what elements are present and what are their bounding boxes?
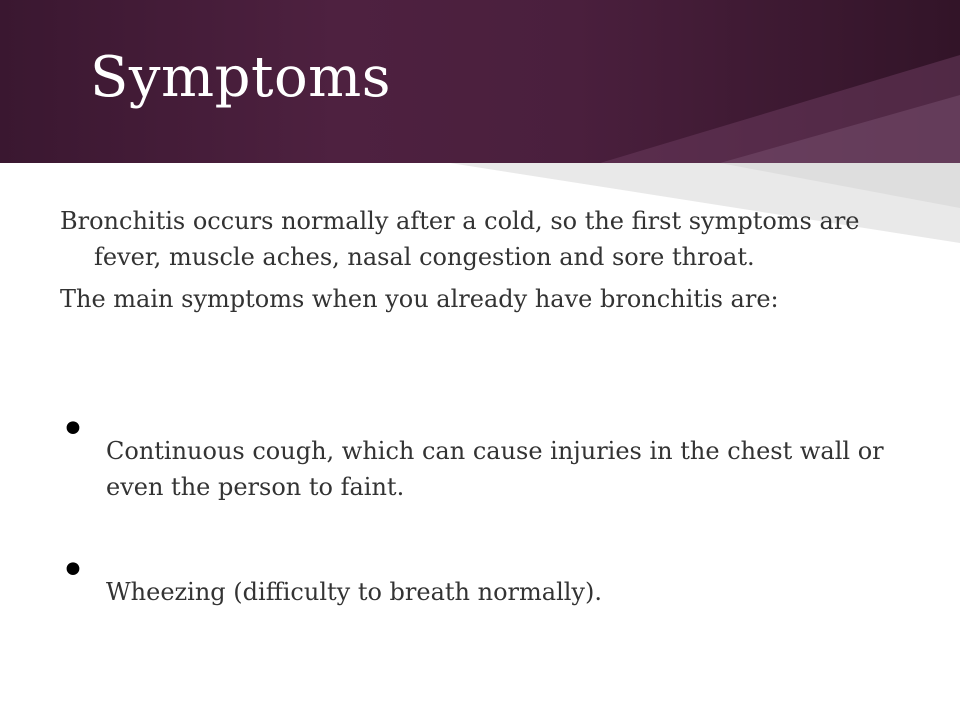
title-banner [0,0,960,163]
slide-title: Symptoms [90,45,392,110]
bullet-dot-icon: • [60,545,86,596]
lead-in-paragraph: The main symptoms when you already have bronchitis are: [60,285,779,313]
bullet-dot-icon: • [60,404,86,455]
list-item-text: Continuous cough, which can cause injuries in the chest wall or even the person to faint. [106,437,884,501]
slide-body [60,203,920,323]
intro-paragraph: Bronchitis occurs normally after a cold, so the first symptoms are fever, muscle aches, nasal congestion and sore throat. [60,207,860,271]
list-item-text: Wheezing (difficulty to breath normally). [106,578,602,606]
